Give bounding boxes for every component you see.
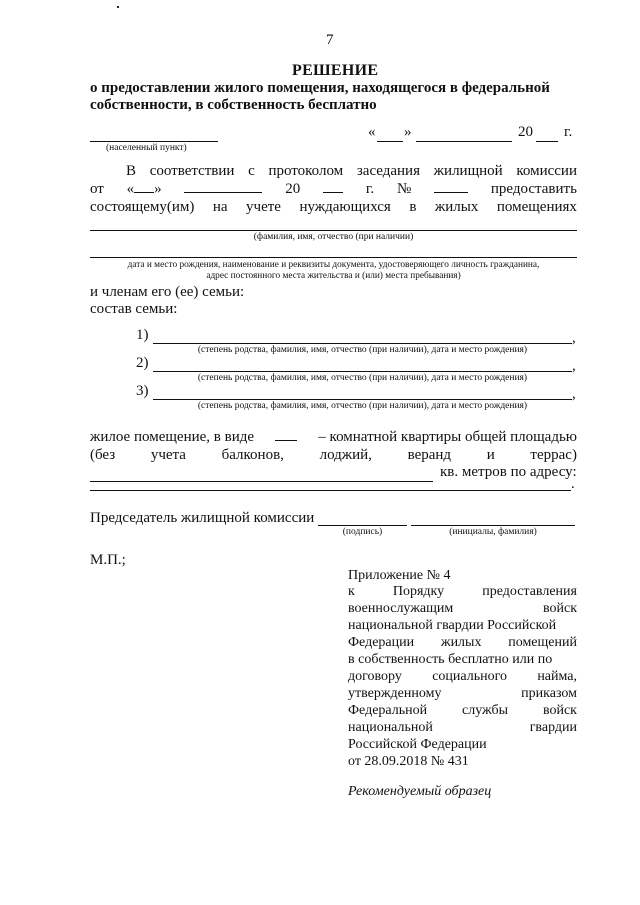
date-year-blank xyxy=(536,141,558,142)
word: национальной xyxy=(348,720,433,735)
dwelling-text-a: жилое помещение, в виде xyxy=(90,429,255,445)
document-subtitle-line1: о предоставлении жилого помещения, находящегося в федеральной xyxy=(90,80,550,96)
paragraph-line-2 xyxy=(90,181,577,198)
word: к xyxy=(348,584,355,599)
member-3-comma: , xyxy=(572,386,576,402)
stamp-place: М.П.; xyxy=(90,552,126,568)
date-open-quote: « xyxy=(368,124,376,140)
word: войск xyxy=(542,601,577,616)
date-year-suffix: г. xyxy=(564,124,573,140)
date-close-quote: » xyxy=(404,124,412,140)
word: Федеральной xyxy=(348,703,428,718)
word: помещениях xyxy=(496,199,577,215)
word: (без xyxy=(90,447,116,463)
place-caption: (населенный пункт) xyxy=(106,143,187,153)
word: найма, xyxy=(537,669,577,684)
protocol-number-blank xyxy=(434,181,468,193)
word: жилищной xyxy=(433,163,503,179)
word: В xyxy=(126,163,137,179)
word: гвардии xyxy=(529,720,577,735)
word-ot: от xyxy=(90,181,104,197)
appendix-line: в собственность бесплатно или по xyxy=(348,652,553,667)
exclusions-line xyxy=(90,447,577,464)
date-day-blank xyxy=(377,141,403,142)
place-blank xyxy=(90,141,218,142)
word: войск xyxy=(542,703,577,718)
page-number: 7 xyxy=(326,32,334,48)
word-g: г. xyxy=(365,181,375,197)
signature-caption: (подпись) xyxy=(342,527,383,537)
word: состоящему(им) xyxy=(90,199,195,215)
dwelling-text-b: – комнатной квартиры общей площадью xyxy=(318,429,577,445)
word: соответствии xyxy=(149,163,235,179)
word: и xyxy=(486,447,495,463)
dwelling-line xyxy=(90,429,577,446)
date-month-blank xyxy=(416,141,512,142)
member-3-blank xyxy=(153,399,572,400)
protocol-month-blank xyxy=(184,181,262,193)
word: утвержденному xyxy=(348,686,442,701)
word: службы xyxy=(462,703,509,718)
word: балконов, xyxy=(221,447,284,463)
member-1-comma: , xyxy=(572,330,576,346)
word: социального xyxy=(432,669,507,684)
word: нуждающихся xyxy=(299,199,391,215)
word: жилых xyxy=(434,199,479,215)
appendix-line xyxy=(348,584,577,600)
word: с xyxy=(248,163,255,179)
word: на xyxy=(212,199,228,215)
address-suffix: кв. метров по адресу: xyxy=(440,464,577,480)
signature-blank xyxy=(318,525,407,526)
word: лоджий, xyxy=(319,447,372,463)
protocol-day: « » xyxy=(126,181,162,197)
member-3-number: 3) xyxy=(136,383,149,399)
word: комиссии xyxy=(516,163,577,179)
word: террас) xyxy=(530,447,577,463)
final-period: . xyxy=(571,476,575,492)
member-3-caption: (степень родства, фамилия, имя, отчество (при наличии), дата и место рождения) xyxy=(197,401,528,411)
protocol-year-blank xyxy=(323,181,343,193)
word: учете xyxy=(246,199,281,215)
word: военнослужащим xyxy=(348,601,454,616)
member-1-blank xyxy=(153,343,572,344)
member-2-caption: (степень родства, фамилия, имя, отчество (при наличии), дата и место рождения) xyxy=(197,373,528,383)
member-2-comma: , xyxy=(572,358,576,374)
date-year-prefix: 20 xyxy=(518,124,533,140)
initials-blank xyxy=(411,525,575,526)
initials-caption: (инициалы, фамилия) xyxy=(449,527,537,537)
recommended-sample: Рекомендуемый образец xyxy=(348,784,492,799)
word: помещений xyxy=(508,635,577,650)
appendix-line xyxy=(348,686,577,702)
doc-caption-2: адрес постоянного места жительства и (или) места пребывания) xyxy=(206,271,461,281)
word: заседания xyxy=(356,163,420,179)
word: жилых xyxy=(440,635,482,650)
appendix-line xyxy=(348,703,577,719)
appendix-line xyxy=(348,601,577,617)
appendix-order-date: от 28.09.2018 № 431 xyxy=(348,754,469,769)
appendix-line: Российской Федерации xyxy=(348,737,487,752)
appendix-line: национальной гвардии Российской xyxy=(348,618,557,633)
fio-caption: (фамилия, имя, отчество (при наличии) xyxy=(253,232,414,242)
paragraph-line-1 xyxy=(126,163,577,180)
appendix-line xyxy=(348,669,577,685)
doc-details-blank xyxy=(90,257,577,258)
area-blank xyxy=(90,481,433,482)
paragraph-line-3 xyxy=(90,199,577,216)
word: протоколом xyxy=(268,163,344,179)
appendix-line xyxy=(348,720,577,736)
member-2-number: 2) xyxy=(136,355,149,371)
appendix-title: Приложение № 4 xyxy=(348,568,451,583)
word: предоставления xyxy=(482,584,577,599)
scan-speck xyxy=(117,6,119,8)
word: учета xyxy=(150,447,186,463)
chairman-label: Председатель жилищной комиссии xyxy=(90,510,315,526)
fio-blank xyxy=(90,230,577,231)
member-1-caption: (степень родства, фамилия, имя, отчество (при наличии), дата и место рождения) xyxy=(197,345,528,355)
word: договору xyxy=(348,669,402,684)
member-1-number: 1) xyxy=(136,327,149,343)
family-members-label: и членам его (ее) семьи: xyxy=(90,284,245,300)
word-predostavit: предоставить xyxy=(490,181,577,197)
document-title: РЕШЕНИЕ xyxy=(292,62,379,79)
word: веранд xyxy=(407,447,452,463)
doc-caption-1: дата и место рождения, наименование и реквизиты документа, удостоверяющего личность гражданина, xyxy=(127,260,540,270)
number-sign: № xyxy=(396,181,412,197)
word: приказом xyxy=(521,686,577,701)
family-composition-label: состав семьи: xyxy=(90,301,178,317)
document-subtitle-line2: собственности, в собственность бесплатно xyxy=(90,97,377,113)
word-twenty: 20 xyxy=(285,181,301,197)
word: Порядку xyxy=(392,584,445,599)
member-2-blank xyxy=(153,371,572,372)
word: в xyxy=(409,199,417,215)
rooms-count-blank xyxy=(275,429,297,441)
address-blank xyxy=(90,490,571,491)
word: Федерации xyxy=(348,635,415,650)
appendix-line xyxy=(348,635,577,651)
